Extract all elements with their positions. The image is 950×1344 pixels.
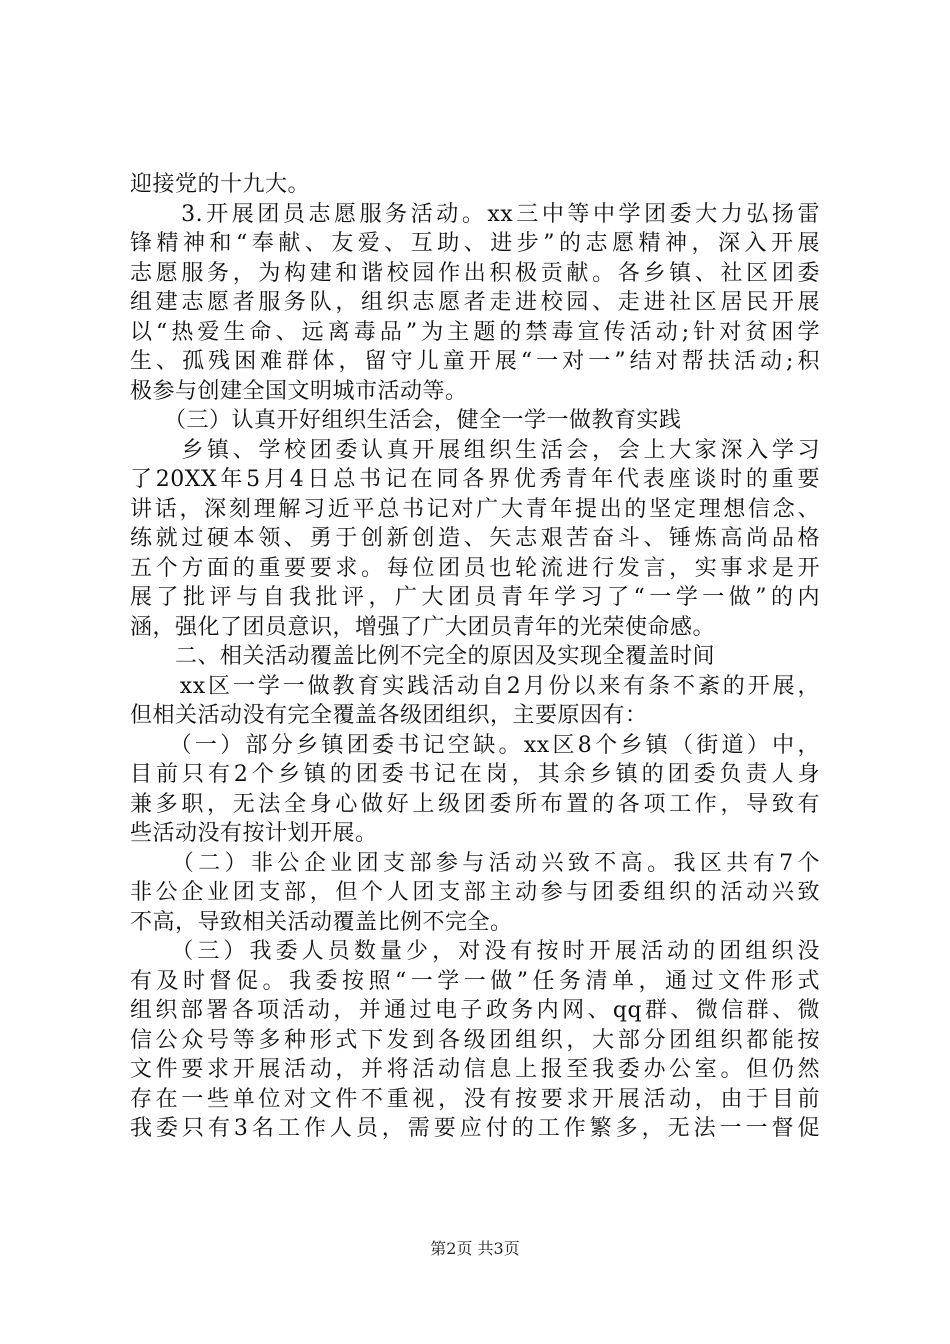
- text-line: 非公企业团支部，但个人团支部主动参与团委组织的活动兴致: [130, 880, 820, 905]
- text-line: 组建志愿者服务队，组织志愿者走进校园、走进社区居民开展: [130, 290, 820, 315]
- text-line: 有及时督促。我委按照“一学一做”任务清单，通过文件形式: [130, 968, 820, 994]
- text-line: 我委只有3名工作人员，需要应付的工作繁多，无法一一督促: [130, 1116, 820, 1141]
- text-line: 讲话，深刻理解习近平总书记对广大青年提出的坚定理想信念、: [130, 496, 820, 522]
- page-footer: 第2页 共3页: [430, 1239, 520, 1258]
- text-line: 信公众号等多种形式下发到各级团组织，大部分团组织都能按: [130, 1027, 820, 1053]
- text-line: （三）认真开好组织生活会，健全一学一做教育实践: [130, 408, 682, 433]
- text-line: 存在一些单位对文件不重视，没有按要求开展活动，由于目前: [130, 1086, 820, 1112]
- text-line: 3.开展团员志愿服务活动。xx三中等中学团委大力弘扬雷: [130, 201, 820, 227]
- text-line: 乡镇、学校团委认真开展组织生活会，会上大家深入学习: [130, 437, 820, 463]
- text-line: 以“热爱生命、远离毒品”为主题的禁毒宣传活动;针对贫困学: [130, 319, 820, 345]
- text-line: 兼多职，无法全身心做好上级团委所布置的各项工作，导致有: [130, 791, 820, 817]
- text-line: 目前只有2个乡镇的团委书记在岗，其余乡镇的团委负责人身: [130, 762, 820, 787]
- text-line: 二、相关活动覆盖比例不完全的原因及实现全覆盖时间: [130, 644, 716, 669]
- text-line: 极参与创建全国文明城市活动等。: [130, 378, 468, 404]
- text-line: 志愿服务，为构建和谐校园作出积极贡献。各乡镇、社区团委: [130, 260, 820, 286]
- text-line: 锋精神和“奉献、友爱、互助、进步”的志愿精神，深入开展: [130, 231, 820, 256]
- text-line: 组织部署各项活动，并通过电子政务内网、qq群、微信群、微: [130, 998, 820, 1023]
- text-line: 练就过硬本领、勇于创新创造、矢志艰苦奋斗、锤炼高尚品格: [130, 526, 820, 551]
- text-line: 迎接党的十九大。: [130, 172, 311, 197]
- text-line: 文件要求开展活动，并将活动信息上报至我委办公室。但仍然: [130, 1057, 820, 1082]
- text-line: 展了批评与自我批评，广大团员青年学习了“一学一做”的内: [130, 585, 820, 610]
- text-line: 但相关活动没有完全覆盖各级团组织，主要原因有：: [130, 703, 648, 728]
- text-line: xx区一学一做教育实践活动自2月份以来有条不紊的开展，: [130, 673, 820, 699]
- text-line: （一）部分乡镇团委书记空缺。xx区8个乡镇（街道）中，: [130, 732, 820, 758]
- text-line: 些活动没有按计划开展。: [130, 821, 378, 846]
- text-line: （三）我委人员数量少，对没有按时开展活动的团组织没: [130, 939, 820, 964]
- text-line: （二）非公企业团支部参与活动兴致不高。我区共有7个: [130, 850, 820, 876]
- text-line: 不高，导致相关活动覆盖比例不完全。: [130, 909, 513, 935]
- document-body: [130, 170, 820, 1144]
- text-line: 涵，强化了团员意识，增强了广大团员青年的光荣使命感。: [130, 614, 716, 640]
- text-line: 了20XX年5月4日总书记在同各界优秀青年代表座谈时的重要: [130, 467, 820, 492]
- text-line: 五个方面的重要要求。每位团员也轮流进行发言，实事求是开: [130, 555, 820, 581]
- text-line: 生、孤残困难群体，留守儿童开展“一对一”结对帮扶活动;积: [130, 349, 820, 374]
